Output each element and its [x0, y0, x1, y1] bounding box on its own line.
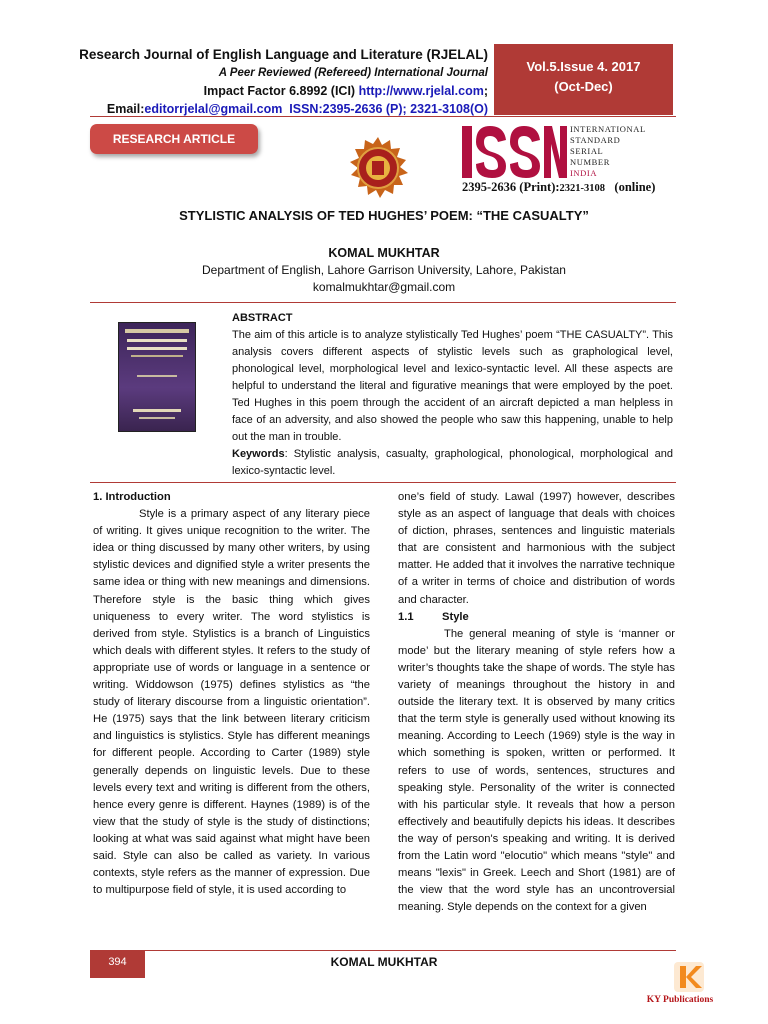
subsection-heading-style — [398, 609, 675, 626]
title-divider — [90, 302, 676, 303]
subsection-title: Style — [442, 610, 469, 623]
footer-author: KOMAL MUKHTAR — [330, 955, 438, 969]
issn-line-4: NUMBER — [570, 157, 610, 167]
footer-divider — [90, 950, 676, 951]
abstract-heading: ABSTRACT — [232, 312, 293, 324]
abstract-divider — [90, 482, 676, 483]
issn-line-5: INDIA — [570, 168, 598, 178]
journal-cover-image — [118, 322, 196, 432]
abstract-text: The aim of this article is to analyze stylistically Ted Hughes’ poem “THE CASUALTY”. This analysis covers different aspects of stylistic levels such as graphological level, phonological level, morphological level and lexico-syntactic level. All these aspects are helpful to understand the literal and figurative meanings that were employed by the poet. Ted Hughes in this poem through the accident of an aircraft depicted a man helpless in face of an adversity, and also showed the people who saw this happening, unable to help out the man in trouble. — [232, 329, 673, 443]
author-name: KOMAL MUKHTAR — [328, 246, 440, 260]
publisher-name: KY Publications — [646, 995, 714, 1005]
introduction-paragraph: Style is a primary aspect of any literary piece of writing. It gives unique recognition to the writer. The idea or thing discussed by many other writers, by using stylistic devices and dignified style a writer presents the same idea or thing with new meanings and dimensions. Therefore style is the basic thing which gives uniqueness to every writer. The word stylistics is derived from style. Stylistics is a branch of Linguistics which deals with different styles. It refers to the study of appropriate use of words or language in a sentence or writing. Widdowson (1975) defines stylistics as “the study of literary discourse from a linguistic orientation”. He (1975) says that the link between literary criticism and linguistics is stylistics. Style has different meanings for different people. According to Carter (1989) style generally depends on linguistic levels. Due to these levels every text and writing is different from the others, hence every genre is different. Haynes (1989) is of the view that the study of style is the study of distinctions; looking at what was said against what might have been said. Style can also be called as variety. In various contexts, style refers as the manner of expression. Due to multipurpose field of style, it is used according to — [93, 508, 370, 897]
section-heading-introduction: 1. Introduction — [93, 491, 171, 503]
issn-line-3: SERIAL — [570, 146, 604, 156]
issn-india-logo-icon — [462, 124, 567, 180]
issn-logo-text — [570, 124, 680, 179]
journal-seal-icon — [346, 136, 410, 200]
author-affiliation: Department of English, Lahore Garrison University, Lahore, Pakistan — [202, 263, 566, 277]
impact-suffix: ; — [483, 84, 488, 98]
issn-line-2: STANDARD — [570, 135, 621, 145]
abstract-section — [232, 310, 673, 480]
issn-numbers — [462, 180, 682, 195]
author-email[interactable]: komalmukhtar@gmail.com — [312, 280, 456, 294]
keywords-line — [232, 446, 673, 480]
issn-online-label: (online) — [614, 180, 656, 194]
keywords-text: : Stylistic analysis, casualty, graphological, phonological, morphological and lexico-syntactic level. — [232, 448, 673, 477]
journal-url-link[interactable]: http://www.rjelal.com — [358, 84, 484, 98]
body-column-left — [93, 489, 370, 899]
style-paragraph: The general meaning of style is ‘manner or mode’ but the literary meaning of style refers how a writer’s thoughts take the shape of words. The style has variety of meanings throughout the history in and outside the literary text. It is observed by many critics that the term style is generally used without knowing its meaning. According to Leech (1969) style is the way in which something is spoken, written or performed. It refers to use of words, sentences, structures and speaking style. Personality of the writer is connected with his particular style. It reveals that how a person effectively and beautifully depicts his ideas. It describes the way of person's speaking and writing. It is derived from the Latin word "elocutio" which means "style" and means "lexis" in Greek. Leech and Short (1981) are of the view that the word style has an uncontroversial meaning. Style depends on the context for a given — [398, 627, 675, 914]
issn-online-number: 2321-3108 — [559, 183, 606, 194]
volume-period: (Oct-Dec) — [554, 79, 613, 94]
introduction-continuation: one’s field of study. Lawal (1997) however, describes style as an aspect of language that deals with choices of diction, phrases, sentences and linguistic materials that are consistent and harmonious with the subject matter. He added that it involves the narrative technique of a writer in terms of choice and distribution of words and character. — [398, 491, 675, 606]
journal-email-link[interactable]: editorrjelal@gmail.com — [144, 102, 283, 116]
journal-title: Research Journal of English Language and Literature (RJELAL) — [79, 47, 488, 62]
keywords-label: Keywords — [232, 448, 285, 460]
research-article-tag: RESEARCH ARTICLE — [90, 124, 258, 154]
volume-badge — [494, 44, 673, 115]
paper-title: STYLISTIC ANALYSIS OF TED HUGHES’ POEM: “THE CASUALTY” — [179, 208, 589, 223]
header-divider — [90, 116, 676, 117]
journal-issn: ISSN:2395-2636 (P); 2321-3108(O) — [289, 102, 488, 116]
peer-review-line: A Peer Reviewed (Refereed) International Journal — [218, 67, 488, 79]
volume-issue: Vol.5.Issue 4. 2017 — [526, 59, 641, 74]
issn-print: 2395-2636 (Print): — [462, 180, 560, 194]
issn-line-1: INTERNATIONAL — [570, 124, 646, 134]
email-label: Email: — [106, 102, 145, 116]
impact-factor: Impact Factor 6.8992 (ICI) — [203, 84, 359, 98]
page-number: 394 — [90, 950, 145, 978]
journal-header — [20, 46, 488, 118]
subsection-number: 1.1 — [398, 610, 414, 623]
body-column-right — [398, 489, 675, 916]
impact-factor-line — [20, 82, 488, 100]
